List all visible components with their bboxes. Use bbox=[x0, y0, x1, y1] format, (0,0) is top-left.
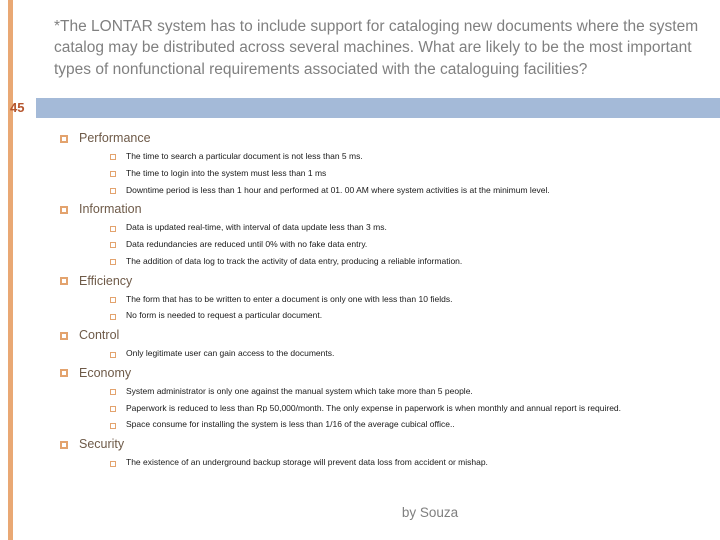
section-performance bbox=[60, 131, 712, 195]
section-information bbox=[60, 202, 712, 266]
list-item-text: The form that has to be written to enter a document is only one with less than 10 fields. bbox=[126, 293, 453, 304]
list-item bbox=[110, 404, 712, 414]
sub-bullet-square-icon bbox=[110, 461, 116, 467]
section-heading-row bbox=[60, 202, 712, 217]
sub-bullet-square-icon bbox=[110, 297, 116, 303]
sub-bullet-square-icon bbox=[110, 259, 116, 265]
sub-bullet-square-icon bbox=[110, 352, 116, 358]
sub-bullet-square-icon bbox=[110, 242, 116, 248]
list-item-text: System administrator is only one against the manual system which take more than 5 people. bbox=[126, 385, 473, 396]
list-item-text: Data redundancies are reduced until 0% with no fake data entry. bbox=[126, 239, 368, 250]
slide-title: *The LONTAR system has to include support for cataloging new documents where the system catalog may be distributed across several machines. What are likely to be the most important types of nonfunctional requirements associated with the cataloguing facilities? bbox=[54, 18, 699, 78]
list-item bbox=[110, 223, 712, 233]
list-item bbox=[110, 240, 712, 250]
bullet-square-icon bbox=[60, 135, 68, 143]
footer-credit: by Souza bbox=[401, 505, 459, 520]
section-control bbox=[60, 328, 712, 359]
list-item bbox=[110, 387, 712, 397]
sub-bullet-square-icon bbox=[110, 154, 116, 160]
list-item bbox=[110, 257, 712, 267]
bullet-square-icon bbox=[60, 441, 68, 449]
section-heading: Control bbox=[79, 328, 120, 343]
section-economy bbox=[60, 366, 712, 430]
list-item-text: Data is updated real-time, with interval of data update less than 3 ms. bbox=[126, 222, 387, 233]
sub-bullet-square-icon bbox=[110, 171, 116, 177]
sub-bullet-square-icon bbox=[110, 226, 116, 232]
section-heading: Information bbox=[79, 202, 142, 217]
section-heading: Economy bbox=[79, 365, 132, 380]
section-heading-row bbox=[60, 437, 712, 452]
section-efficiency bbox=[60, 274, 712, 322]
list-item-text: The existence of an underground backup storage will prevent data loss from accident or mishap. bbox=[126, 457, 488, 468]
section-heading: Security bbox=[79, 437, 125, 452]
section-security bbox=[60, 437, 712, 468]
list-item bbox=[110, 186, 712, 196]
list-item-text: The time to login into the system must less than 1 ms bbox=[126, 167, 327, 178]
section-heading-row bbox=[60, 274, 712, 289]
list-item bbox=[110, 311, 712, 321]
slide-content bbox=[60, 129, 712, 475]
list-item bbox=[110, 169, 712, 179]
list-item-text: The time to search a particular document is not less than 5 ms. bbox=[126, 151, 363, 161]
sub-bullet-square-icon bbox=[110, 406, 116, 412]
bullet-square-icon bbox=[60, 206, 68, 214]
bullet-square-icon bbox=[60, 332, 68, 340]
list-item bbox=[110, 152, 712, 162]
slide-number: 45 bbox=[10, 100, 25, 115]
left-accent-bar bbox=[8, 0, 13, 540]
header-band bbox=[36, 98, 720, 118]
list-item-text: Downtime period is less than 1 hour and performed at 01. 00 AM where system activities is at the minimum level. bbox=[126, 184, 550, 195]
bullet-square-icon bbox=[60, 277, 68, 285]
list-item bbox=[110, 349, 712, 359]
list-item-text: No form is needed to request a particular document. bbox=[126, 310, 323, 321]
sub-bullet-square-icon bbox=[110, 389, 116, 395]
section-heading-row bbox=[60, 366, 712, 381]
list-item-text: Paperwork is reduced to less than Rp 50,000/month. The only expense in paperwork is when monthly and annual report is required. bbox=[126, 402, 622, 413]
sub-bullet-square-icon bbox=[110, 314, 116, 320]
section-heading-row bbox=[60, 328, 712, 343]
section-heading: Performance bbox=[79, 131, 151, 145]
list-item bbox=[110, 420, 712, 430]
section-heading: Efficiency bbox=[79, 273, 133, 288]
list-item-text: Space consume for installing the system is less than 1/16 of the average cubical office.. bbox=[126, 419, 455, 430]
list-item bbox=[110, 458, 712, 468]
sub-bullet-square-icon bbox=[110, 188, 116, 194]
list-item-text: The addition of data log to track the activity of data entry, producing a reliable information. bbox=[126, 255, 463, 266]
section-heading-row bbox=[60, 131, 712, 146]
bullet-square-icon bbox=[60, 369, 68, 377]
sub-bullet-square-icon bbox=[110, 423, 116, 429]
list-item bbox=[110, 295, 712, 305]
list-item-text: Only legitimate user can gain access to the documents. bbox=[126, 348, 335, 359]
